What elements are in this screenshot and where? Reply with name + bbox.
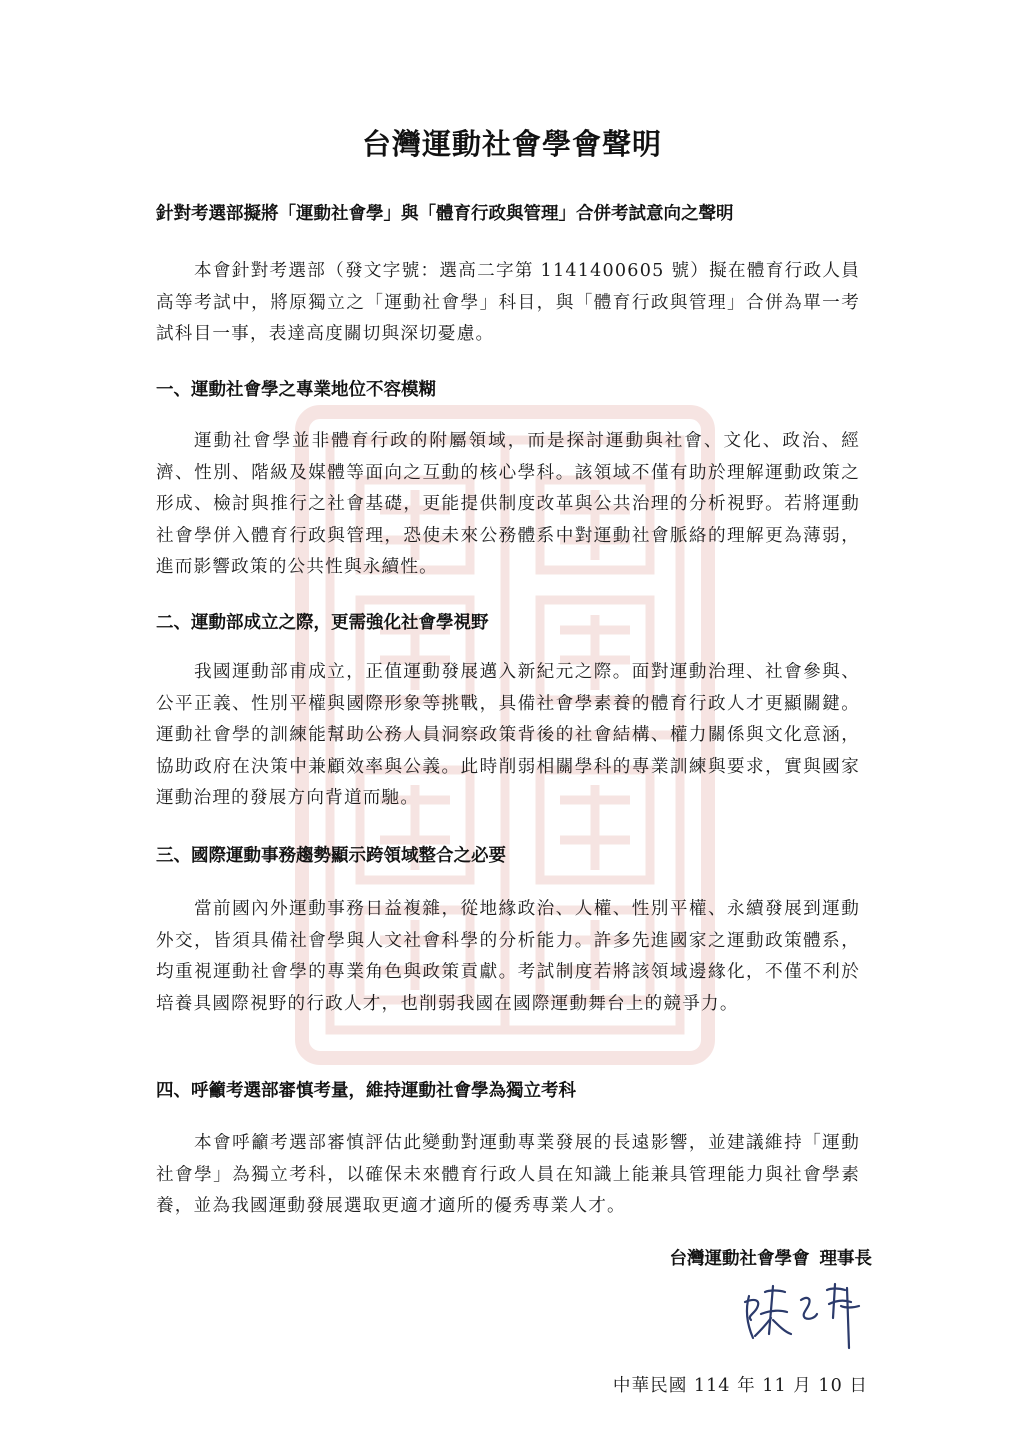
section-1-heading: 一、運動社會學之專業地位不容模糊 xyxy=(156,380,436,400)
statement-subtitle: 針對考選部擬將「運動社會學」與「體育行政與管理」合併考試意向之聲明 xyxy=(156,204,734,224)
section-2-heading: 二、運動部成立之際，更需強化社會學視野 xyxy=(156,613,489,633)
page-title: 台灣運動社會學會聲明 xyxy=(361,127,662,161)
section-3-heading: 三、國際運動事務趨勢顯示跨領域整合之必要 xyxy=(156,846,506,866)
statement-date: 中華民國 114 年 11 月 10 日 xyxy=(612,1376,868,1396)
handwritten-signature-icon xyxy=(735,1278,870,1353)
section-1-body: 運動社會學並非體育行政的附屬領域，而是探討運動與社會、文化、政治、經濟、性別、階級及媒體等面向之互動的核心學科。該領域不僅有助於理解運動政策之形成、檢討與推行之社會基礎，更能提供制度改革與公共治理的分析視野。若將運動社會學併入體育行政與管理，恐使未來公務體系中對運動社會脈絡的理解更為薄弱，進而影響政策的公共性與永續性。 xyxy=(156,431,860,577)
intro-paragraph: 本會針對考選部（發文字號：選高二字第 1141400605 號）擬在體育行政人員高等考試中，將原獨立之「運動社會學」科目，與「體育行政與管理」合併為單一考試科目一事，表達高度關切與深切憂慮。 xyxy=(156,261,860,344)
section-2-body: 我國運動部甫成立，正值運動發展邁入新紀元之際。面對運動治理、社會參與、公平正義、性別平權與國際形象等挑戰，具備社會學素養的體育行政人才更顯關鍵。運動社會學的訓練能幫助公務人員洞察政策背後的社會結構、權力關係與文化意涵，協助政府在決策中兼顧效率與公義。此時削弱相關學科的專業訓練與要求，實與國家運動治理的發展方向背道而馳。 xyxy=(156,662,860,808)
signatory-position: 理事長 xyxy=(819,1249,872,1269)
section-4-body: 本會呼籲考選部審慎評估此變動對運動專業發展的長遠影響，並建議維持「運動社會學」為獨立考科，以確保未來體育行政人員在知識上能兼具管理能力與社會學素養，並為我國運動發展選取更適才適所的優秀專業人才。 xyxy=(156,1133,860,1216)
section-4-heading: 四、呼籲考選部審慎考量，維持運動社會學為獨立考科 xyxy=(156,1081,576,1101)
organization-name: 台灣運動社會學會 xyxy=(669,1249,810,1269)
section-3-body: 當前國內外運動事務日益複雜，從地緣政治、人權、性別平權、永續發展到運動外交，皆須具備社會學與人文社會科學的分析能力。許多先進國家之運動政策體系，均重視運動社會學的專業角色與政策貢獻。考試制度若將該領域邊緣化，不僅不利於培養具國際視野的行政人才，也削弱我國在國際運動舞台上的競爭力。 xyxy=(156,899,860,1014)
signatory-line xyxy=(670,1245,873,1270)
